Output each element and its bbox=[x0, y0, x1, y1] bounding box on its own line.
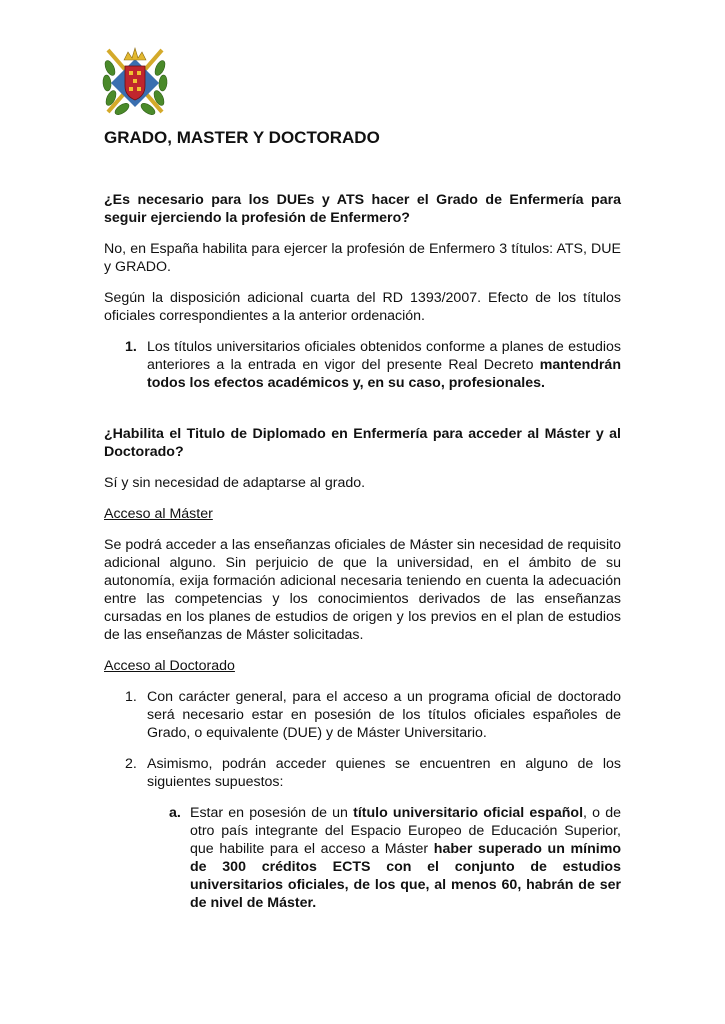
document-body bbox=[104, 191, 621, 925]
page-title: GRADO, MASTER Y DOCTORADO bbox=[104, 128, 380, 147]
list-item bbox=[104, 688, 621, 742]
answer-2: Sí y sin necesidad de adaptarse al grado. bbox=[104, 475, 366, 491]
numbered-list-1 bbox=[104, 338, 621, 392]
reference-text: Según la disposición adicional cuarta del RD 1393/2007. Efecto de los títulos oficiales correspondientes a la anterior ordenación. bbox=[104, 290, 621, 324]
list-item-text: Los títulos universitarios oficiales obtenidos conforme a planes de estudios anteriores a la entrada en vigor del presente Real Decreto bbox=[147, 339, 621, 373]
list-item bbox=[104, 338, 621, 392]
crest-logo bbox=[100, 38, 170, 120]
list-item-number: 2. bbox=[125, 756, 137, 772]
list-item-text: Con carácter general, para el acceso a un programa oficial de doctorado será necesario estar en posesión de los títulos oficiales españoles de Grado, o equivalente (DUE) y de Máster Universitario. bbox=[147, 689, 621, 741]
sub-item-text-2: , o de otro país integrante del Espacio Europeo de Educación Superior, que habilite para el acceso a Máster bbox=[190, 805, 621, 857]
numbered-list-2 bbox=[104, 688, 621, 912]
sub-item-bold-2: haber superado un mínimo de 300 créditos ECTS con el conjunto de estudios universitarios oficiales, de los que, al menos 60, habrán de ser de nivel de Máster. bbox=[190, 841, 621, 911]
list-item bbox=[104, 755, 621, 791]
answer-1: No, en España habilita para ejercer la profesión de Enfermero 3 títulos: ATS, DUE y GRADO. bbox=[104, 241, 621, 275]
sub-item-text-1: Estar en posesión de un bbox=[190, 805, 354, 821]
question-1: ¿Es necesario para los DUEs y ATS hacer el Grado de Enfermería para seguir ejerciendo la profesión de Enfermero? bbox=[104, 192, 621, 226]
question-2: ¿Habilita el Titulo de Diplomado en Enfermería para acceder al Máster y al Doctorado? bbox=[104, 426, 621, 460]
list-item-number: 1. bbox=[125, 339, 137, 355]
master-text: Se podrá acceder a las enseñanzas oficiales de Máster sin necesidad de requisito adicional alguno. Sin perjuicio de que la universidad, en el ámbito de su autonomía, exija formación adicional necesaria teniendo en cuenta la adecuación entre las competencias y los conocimientos derivados de las enseñanzas cursadas en los planes de estudios de origen y los previos en el plan de estudios de las enseñanzas de Máster solicitadas. bbox=[104, 537, 621, 643]
list-item-number: 1. bbox=[125, 689, 137, 705]
sub-list-letter: a. bbox=[169, 805, 181, 821]
list-item-bold-text: mantendrán todos los efectos académicos y, en su caso, profesionales. bbox=[147, 357, 621, 391]
doctorate-heading: Acceso al Doctorado bbox=[104, 658, 235, 674]
sub-item-bold-1: título universitario oficial español bbox=[353, 805, 584, 821]
sub-list-item bbox=[104, 804, 621, 912]
master-heading: Acceso al Máster bbox=[104, 506, 213, 522]
list-item-text: Asimismo, podrán acceder quienes se encuentren en alguno de los siguientes supuestos: bbox=[147, 756, 621, 790]
